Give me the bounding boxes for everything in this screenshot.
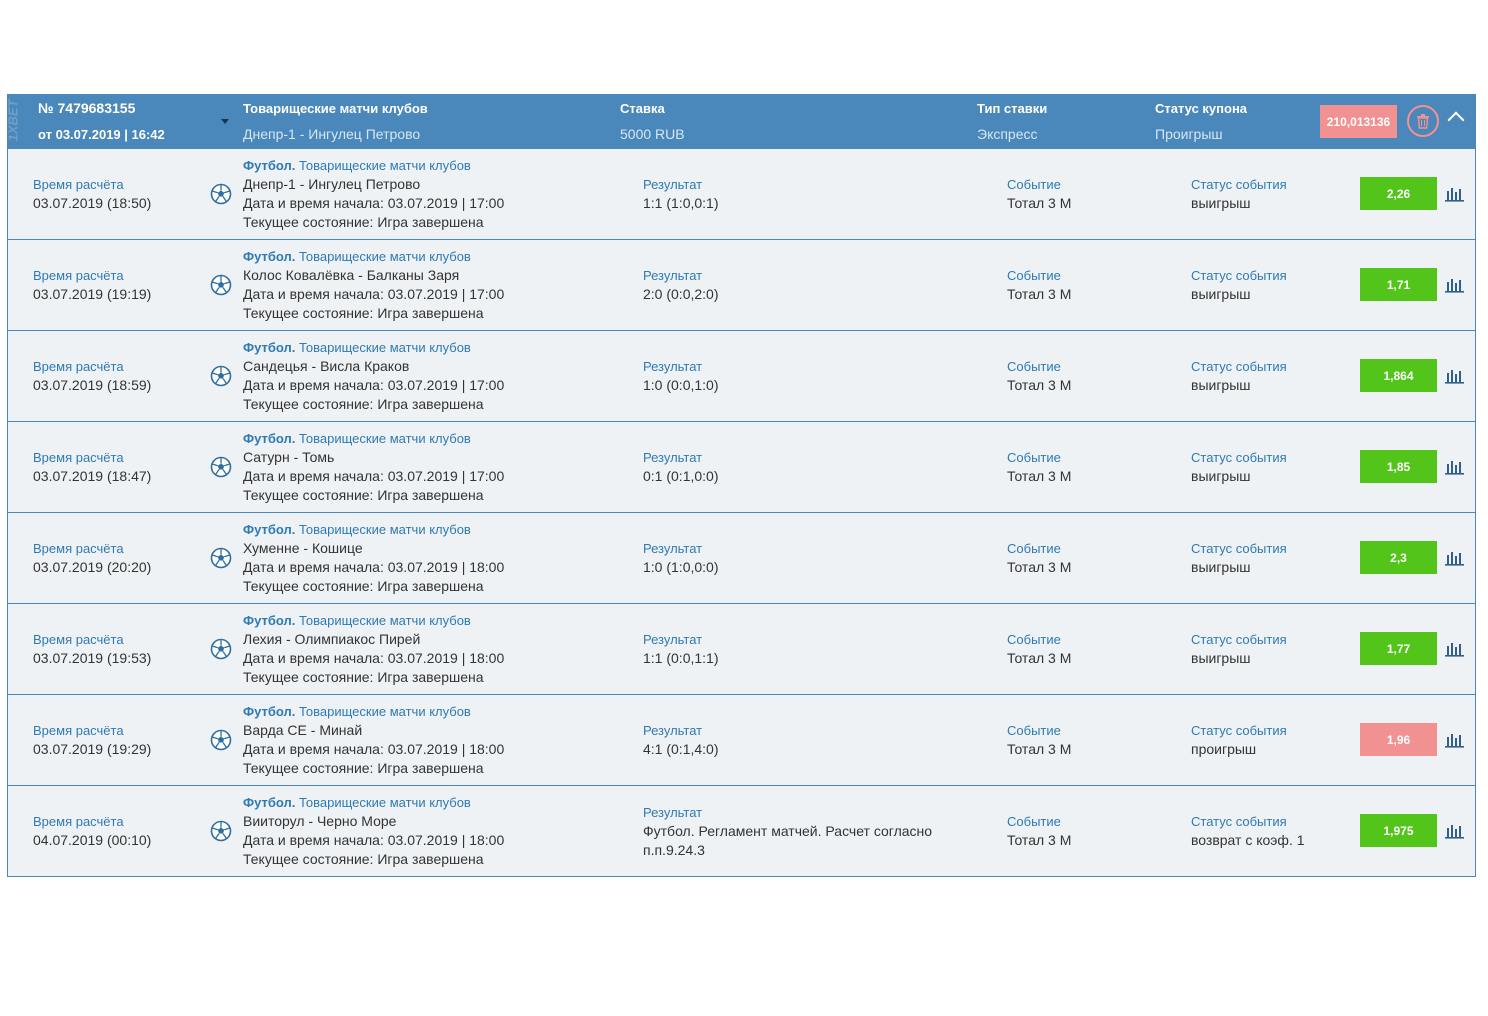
event-row [8,694,1475,785]
sport-league[interactable] [243,795,471,810]
league-name: Товарищеские матчи клубов [299,249,471,264]
event-status-label: Статус события [1191,450,1287,465]
event-status-label: Статус события [1191,814,1287,829]
result-label: Результат [643,723,703,738]
total-odds-badge: 210,013136 [1320,105,1397,138]
statistics-icon[interactable] [1445,459,1465,475]
statistics-icon[interactable] [1445,550,1465,566]
event-value: Тотал 3 М [1007,195,1072,211]
collapse-chevron-icon[interactable] [1448,112,1465,129]
statistics-icon[interactable] [1445,732,1465,748]
trash-icon [1417,114,1429,128]
event-status-label: Статус события [1191,268,1287,283]
calc-time-label: Время расчёта [33,359,124,374]
coupon-date: от 03.07.2019 | 16:42 [38,127,165,142]
sport-league[interactable] [243,340,471,355]
soccer-ball-icon [210,820,232,842]
event-value: Тотал 3 М [1007,741,1072,757]
league-name: Товарищеские матчи клубов [299,704,471,719]
calc-time-value: 03.07.2019 (19:29) [33,741,152,757]
sport-league[interactable] [243,704,471,719]
calc-time-value: 03.07.2019 (18:59) [33,377,152,393]
coupon-status-label: Статус купона [1155,101,1248,116]
bet-type-label: Тип ставки [977,101,1048,116]
start-time: Дата и время начала: 03.07.2019 | 17:00 [243,286,505,302]
coupon-status-value: Проигрыш [1155,126,1223,142]
result-label: Результат [643,541,703,556]
event-status-value: проигрыш [1191,741,1257,757]
event-row [8,239,1475,330]
result-label: Результат [643,359,703,374]
event-status-value: возврат с коэф. 1 [1191,832,1305,848]
current-state: Текущее состояние: Игра завершена [243,760,484,776]
calc-time-value: 03.07.2019 (19:19) [33,286,152,302]
event-status-label: Статус события [1191,632,1287,647]
event-value: Тотал 3 М [1007,832,1072,848]
stake-value: 5000 RUB [620,126,685,142]
odds-badge: 1,96 [1360,723,1437,756]
result-value-line2: п.п.9.24.3 [643,842,705,858]
stake-label: Ставка [620,101,665,116]
start-time: Дата и время начала: 03.07.2019 | 18:00 [243,741,505,757]
result-value: 4:1 (0:1,4:0) [643,741,719,757]
calc-time-label: Время расчёта [33,814,124,829]
brand-logo [5,95,30,149]
calc-time-value: 03.07.2019 (18:50) [33,195,152,211]
odds-badge: 1,85 [1360,450,1437,483]
odds-badge: 1,864 [1360,359,1437,392]
odds-badge: 2,26 [1360,177,1437,210]
soccer-ball-icon [210,365,232,387]
event-status-value: выигрыш [1191,286,1251,302]
soccer-ball-icon [210,183,232,205]
start-time: Дата и время начала: 03.07.2019 | 18:00 [243,832,505,848]
match-name[interactable]: Колос Ковалёвка - Балканы Заря [243,267,460,283]
sport-league[interactable] [243,522,471,537]
sport-name: Футбол. [243,704,296,719]
brand-text: 1XBET [5,99,21,142]
result-value: 0:1 (0:1,0:0) [643,468,719,484]
result-label: Результат [643,632,703,647]
soccer-ball-icon [210,547,232,569]
event-label: Событие [1007,541,1061,556]
delete-button[interactable] [1407,105,1439,137]
match-name[interactable]: Лехия - Олимпиакос Пирей [243,631,421,647]
sport-league[interactable] [243,249,471,264]
caret-down-icon[interactable] [221,119,229,124]
event-row [8,603,1475,694]
result-label: Результат [643,805,703,820]
result-value: Футбол. Регламент матчей. Расчет согласно [643,823,933,839]
sport-name: Футбол. [243,613,296,628]
event-status-value: выигрыш [1191,377,1251,393]
event-label: Событие [1007,632,1061,647]
current-state: Текущее состояние: Игра завершена [243,851,484,867]
sport-name: Футбол. [243,158,296,173]
result-value: 1:1 (0:0,1:1) [643,650,719,666]
current-state: Текущее состояние: Игра завершена [243,578,484,594]
match-name[interactable]: Сатурн - Томь [243,449,335,465]
event-label: Событие [1007,359,1061,374]
events-list [8,149,1475,876]
coupon-card [7,94,1476,877]
event-label: Событие [1007,814,1061,829]
calc-time-label: Время расчёта [33,541,124,556]
soccer-ball-icon [210,274,232,296]
result-label: Результат [643,177,703,192]
event-status-label: Статус события [1191,177,1287,192]
result-value: 2:0 (0:0,2:0) [643,286,719,302]
sport-name: Футбол. [243,795,296,810]
calc-time-label: Время расчёта [33,268,124,283]
result-value: 1:1 (1:0,0:1) [643,195,719,211]
match-name[interactable]: Днепр-1 - Ингулец Петрово [243,176,421,192]
tournament-label: Товарищеские матчи клубов [243,101,428,116]
odds-badge: 2,3 [1360,541,1437,574]
event-row [8,149,1475,239]
bet-type-value: Экспресс [977,126,1038,142]
result-label: Результат [643,268,703,283]
sport-league[interactable] [243,613,471,628]
match-name[interactable]: Варда СЕ - Минай [243,722,363,738]
event-label: Событие [1007,268,1061,283]
match-name[interactable]: Вииторул - Черно Море [243,813,397,829]
event-status-value: выигрыш [1191,650,1251,666]
sport-league[interactable] [243,158,471,173]
start-time: Дата и время начала: 03.07.2019 | 18:00 [243,559,505,575]
current-state: Текущее состояние: Игра завершена [243,305,484,321]
sport-name: Футбол. [243,431,296,446]
event-value: Тотал 3 М [1007,377,1072,393]
statistics-icon[interactable] [1445,368,1465,384]
match-name[interactable]: Хуменне - Кошице [243,540,363,556]
soccer-ball-icon [210,729,232,751]
odds-badge: 1,975 [1360,814,1437,847]
current-state: Текущее состояние: Игра завершена [243,396,484,412]
tournament-value: Днепр-1 - Ингулец Петрово [243,126,421,142]
match-name[interactable]: Сандецья - Висла Краков [243,358,410,374]
start-time: Дата и время начала: 03.07.2019 | 18:00 [243,650,505,666]
result-value: 1:0 (0:0,1:0) [643,377,719,393]
current-state: Текущее состояние: Игра завершена [243,487,484,503]
league-name: Товарищеские матчи клубов [299,431,471,446]
calc-time-value: 03.07.2019 (18:47) [33,468,152,484]
calc-time-label: Время расчёта [33,723,124,738]
odds-badge: 1,77 [1360,632,1437,665]
statistics-icon[interactable] [1445,277,1465,293]
calc-time-label: Время расчёта [33,450,124,465]
event-label: Событие [1007,450,1061,465]
event-status-value: выигрыш [1191,559,1251,575]
calc-time-value: 03.07.2019 (19:53) [33,650,152,666]
soccer-ball-icon [210,456,232,478]
statistics-icon[interactable] [1445,823,1465,839]
result-value: 1:0 (1:0,0:0) [643,559,719,575]
league-name: Товарищеские матчи клубов [299,158,471,173]
event-status-label: Статус события [1191,541,1287,556]
league-name: Товарищеские матчи клубов [299,340,471,355]
odds-badge: 1,71 [1360,268,1437,301]
event-status-label: Статус события [1191,359,1287,374]
start-time: Дата и время начала: 03.07.2019 | 17:00 [243,195,505,211]
sport-name: Футбол. [243,522,296,537]
calc-time-label: Время расчёта [33,632,124,647]
event-row [8,330,1475,421]
event-label: Событие [1007,723,1061,738]
league-name: Товарищеские матчи клубов [299,795,471,810]
event-status-value: выигрыш [1191,195,1251,211]
coupon-header[interactable] [5,95,1475,149]
sport-league[interactable] [243,431,471,446]
calc-time-value: 03.07.2019 (20:20) [33,559,152,575]
calc-time-label: Время расчёта [33,177,124,192]
calc-time-value: 04.07.2019 (00:10) [33,832,152,848]
event-row [8,512,1475,603]
sport-name: Футбол. [243,340,296,355]
league-name: Товарищеские матчи клубов [299,613,471,628]
statistics-icon[interactable] [1445,641,1465,657]
event-row [8,785,1475,876]
event-value: Тотал 3 М [1007,286,1072,302]
event-status-label: Статус события [1191,723,1287,738]
event-status-value: выигрыш [1191,468,1251,484]
soccer-ball-icon [210,638,232,660]
current-state: Текущее состояние: Игра завершена [243,669,484,685]
coupon-number: № 7479683155 [38,100,136,116]
event-value: Тотал 3 М [1007,650,1072,666]
start-time: Дата и время начала: 03.07.2019 | 17:00 [243,468,505,484]
sport-name: Футбол. [243,249,296,264]
result-label: Результат [643,450,703,465]
current-state: Текущее состояние: Игра завершена [243,214,484,230]
event-label: Событие [1007,177,1061,192]
statistics-icon[interactable] [1445,186,1465,202]
start-time: Дата и время начала: 03.07.2019 | 17:00 [243,377,505,393]
event-value: Тотал 3 М [1007,559,1072,575]
event-row [8,421,1475,512]
event-value: Тотал 3 М [1007,468,1072,484]
league-name: Товарищеские матчи клубов [299,522,471,537]
